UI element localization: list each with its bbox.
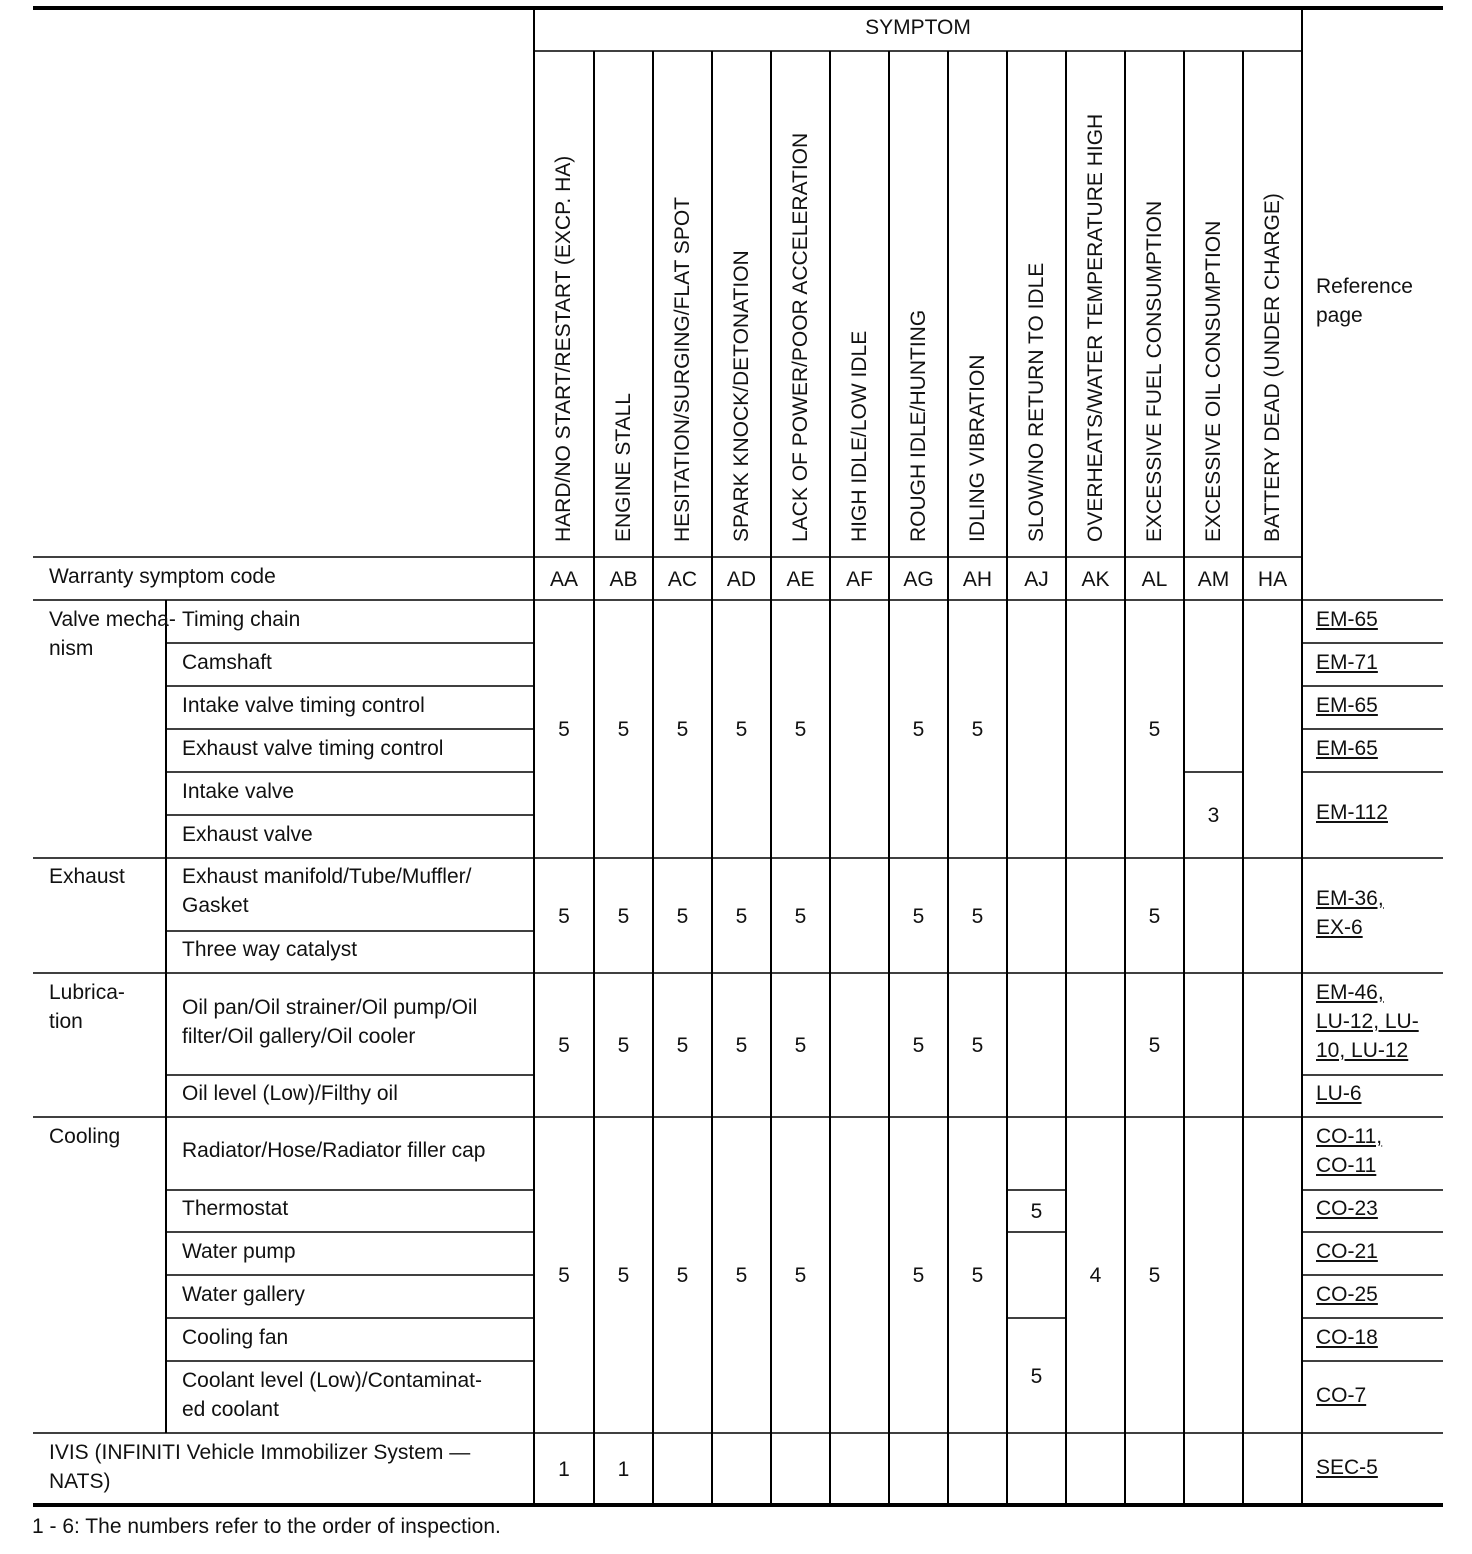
warranty-code: AD [726,567,757,591]
component-item: Intake valve [182,780,295,803]
symptom-column-label: ENGINE STALL [611,393,635,542]
warranty-code: AB [609,567,638,591]
component-item: Oil level (Low)/Filthy oil [182,1082,398,1105]
symptom-column-label: SLOW/NO RETURN TO IDLE [1024,262,1048,542]
reference-link[interactable]: CO-23 [1316,1197,1378,1220]
group-label-valve: Valve mecha- nism [49,608,176,660]
warranty-code: AH [962,567,993,591]
symptom-value: 5 [558,904,570,928]
component-item: Thermostat [182,1197,289,1220]
reference-link[interactable]: CO-7 [1316,1384,1367,1407]
component-item: Water pump [182,1240,296,1263]
symptom-value: 5 [735,1034,748,1057]
group-label-exhaust: Exhaust [49,865,125,888]
symptom-column-label: HIGH IDLE/LOW IDLE [847,330,871,542]
diagnosis-table [32,0,1443,1554]
reference-link[interactable]: EM-112 [1316,801,1388,824]
component-item: Water gallery [182,1283,305,1306]
symptom-value: 5 [676,1264,689,1287]
symptom-column-label: HESITATION/SURGING/FLAT SPOT [670,197,694,542]
symptom-value: 5 [1030,1200,1043,1223]
symptom-value: 5 [1030,1364,1043,1388]
symptom-value: 5 [617,718,630,741]
symptom-value: 5 [735,904,748,928]
symptom-value: 5 [971,718,984,741]
warranty-code: AC [667,567,698,591]
component-item: Exhaust manifold/Tube/Muffler/ Gasket [182,865,472,917]
symptom-value: 5 [676,1034,689,1057]
symptom-column-label: HARD/NO START/RESTART (EXCP. HA) [552,155,575,542]
symptom-value: 4 [1089,1264,1102,1287]
reference-link[interactable]: CO-21 [1316,1240,1378,1263]
component-item: Three way catalyst [182,938,358,961]
symptom-column-label: BATTERY DEAD (UNDER CHARGE) [1260,193,1284,542]
reference-link[interactable]: CO-25 [1316,1283,1378,1306]
symptom-value: 5 [676,904,689,928]
symptom-value: 5 [971,904,984,928]
reference-link[interactable]: CO-18 [1316,1326,1378,1349]
reference-link[interactable]: SEC-5 [1316,1456,1378,1479]
component-item: Intake valve timing control [182,694,425,717]
symptom-value: 5 [676,718,689,741]
symptom-value: 5 [735,718,748,741]
component-item: Camshaft [182,651,272,674]
component-item: Radiator/Hose/Radiator filler cap [182,1139,486,1162]
symptom-value: 5 [912,718,925,741]
warranty-code: AA [549,567,578,591]
warranty-code: AK [1081,567,1110,591]
symptom-value: 5 [617,1264,630,1287]
component-item: Exhaust valve timing control [182,737,444,760]
reference-link[interactable]: CO-11, CO-11 [1316,1125,1383,1177]
reference-link[interactable]: EM-71 [1316,651,1378,674]
symptom-value: 5 [558,1034,570,1057]
group-label-cooling: Cooling [49,1125,121,1148]
warranty-code: AL [1141,567,1168,591]
symptom-value: 5 [794,1264,807,1287]
symptom-value: 5 [1148,1264,1161,1287]
footnote: 1 - 6: The numbers refer to the order of inspection. [32,1515,501,1538]
symptom-header: SYMPTOM [865,16,971,39]
symptom-column-label: EXCESSIVE FUEL CONSUMPTION [1142,200,1166,542]
symptom-column-label: EXCESSIVE OIL CONSUMPTION [1201,220,1225,542]
component-item: Cooling fan [182,1326,289,1349]
symptom-value: 5 [794,1034,807,1057]
symptom-value: 5 [558,1264,570,1287]
reference-link[interactable]: EM-65 [1316,694,1378,717]
symptom-column-label: OVERHEATS/WATER TEMPERATURE HIGH [1083,113,1107,542]
symptom-column-label: SPARK KNOCK/DETONATION [729,250,753,542]
symptom-value: 5 [617,904,630,928]
symptom-value: 1 [558,1458,570,1481]
warranty-code: AE [786,567,815,591]
symptom-value: 5 [912,1034,925,1057]
component-item: Timing chain [182,608,301,631]
symptom-value: 3 [1207,804,1220,827]
reference-link[interactable]: EM-46, LU-12, LU- 10, LU-12 [1316,981,1419,1062]
symptom-value: 5 [735,1264,748,1287]
reference-link[interactable]: EM-36, EX-6 [1316,887,1384,939]
reference-link[interactable]: LU-6 [1316,1082,1362,1105]
symptom-value: 5 [912,904,925,928]
symptom-value: 5 [617,1034,630,1057]
warranty-code: AM [1197,567,1230,591]
symptom-column-label: IDLING VIBRATION [965,354,989,542]
symptom-value: 5 [1148,904,1161,928]
reference-link[interactable]: EM-65 [1316,737,1378,760]
warranty-code: HA [1257,567,1288,591]
symptom-value: 1 [617,1458,630,1481]
component-item: Coolant level (Low)/Contaminat- ed coolant [182,1369,482,1421]
symptom-value: 5 [558,718,570,741]
symptom-value: 5 [794,718,807,741]
symptom-value: 5 [971,1264,984,1287]
warranty-code: AJ [1024,567,1049,591]
warranty-code: AF [846,567,873,591]
symptom-column-label: ROUGH IDLE/HUNTING [906,309,930,542]
warranty-code-label: Warranty symptom code [49,565,276,588]
symptom-column-label: LACK OF POWER/POOR ACCELERATION [788,132,812,542]
symptom-value: 5 [971,1034,984,1057]
warranty-code: AG [903,567,934,591]
ivis-label: IVIS (INFINITI Vehicle Immobilizer System — NATS) [49,1441,471,1493]
component-item: Oil pan/Oil strainer/Oil pump/Oil filter/Oil gallery/Oil cooler [182,996,478,1048]
symptom-value: 5 [912,1264,925,1287]
symptom-value: 5 [1148,1034,1161,1057]
symptom-value: 5 [794,904,807,928]
symptom-value: 5 [1148,718,1161,741]
reference-page-header: Reference page [1316,275,1413,327]
group-label-lubrication: Lubrica- tion [49,981,125,1033]
reference-link[interactable]: EM-65 [1316,608,1378,631]
component-item: Exhaust valve [182,823,313,846]
